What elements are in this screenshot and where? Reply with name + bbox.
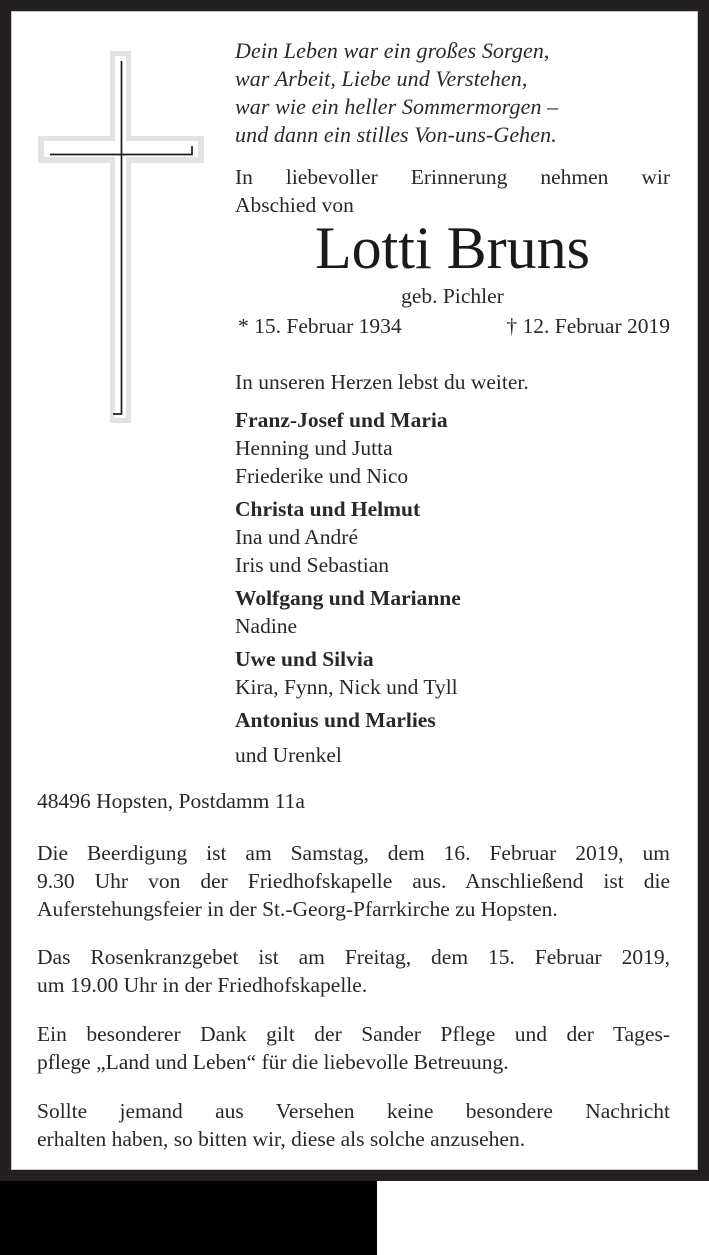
family-line: Uwe und Silvia (235, 647, 374, 671)
text-line: Abschied von (235, 193, 354, 217)
verse-line: war wie ein heller Sommermorgen – (235, 94, 559, 119)
text-line: Die Beerdigung ist am Samstag, dem 16. Februar 2019, um (37, 841, 670, 865)
rosary-info-paragraph (37, 943, 670, 999)
memorial-line: In unseren Herzen lebst du weiter. (235, 370, 529, 394)
family-line: Iris und Sebastian (235, 553, 390, 577)
family-line: Nadine (235, 614, 298, 638)
maiden-name: geb. Pichler (401, 284, 504, 308)
verse-line: war Arbeit, Liebe und Verstehen, (235, 66, 528, 91)
family-line: Henning und Jutta (235, 436, 393, 460)
text-line: Sollte jemand aus Versehen keine besondere Nachricht (37, 1099, 670, 1123)
family-line: Christa und Helmut (235, 497, 421, 521)
family-line: Friederike und Nico (235, 464, 409, 488)
family-line: Franz-Josef und Maria (235, 408, 448, 432)
family-line: und Urenkel (235, 743, 342, 767)
text-line: um 19.00 Uhr in der Friedhofskapelle. (37, 973, 368, 997)
family-list (235, 406, 461, 769)
family-line: Antonius und Marlies (235, 708, 436, 732)
text-line: pflege „Land und Leben“ für die liebevolle Betreuung. (37, 1050, 509, 1074)
life-dates (238, 312, 670, 340)
redaction-box (0, 1181, 377, 1255)
card-inner (11, 11, 698, 1170)
family-line: Ina und André (235, 525, 358, 549)
cross-icon (38, 51, 204, 423)
thanks-paragraph (37, 1020, 670, 1076)
text-line: In liebevoller Erinnerung nehmen wir (235, 165, 670, 189)
birth-date: * 15. Februar 1934 (238, 314, 402, 338)
verse-line: Dein Leben war ein großes Sorgen, (235, 38, 550, 63)
text-line: 9.30 Uhr von der Friedhofskapelle aus. Anschließend ist die (37, 869, 670, 893)
address-line: 48496 Hopsten, Postdamm 11a (37, 789, 305, 813)
death-date: † 12. Februar 2019 (506, 314, 670, 338)
text-line: erhalten haben, so bitten wir, diese als solche anzusehen. (37, 1127, 526, 1151)
text-line: Auferstehungsfeier in der St.-Georg-Pfarrkirche zu Hopsten. (37, 897, 558, 921)
bottom-strip (0, 1181, 709, 1255)
funeral-info-paragraph (37, 839, 670, 923)
notification-paragraph (37, 1097, 670, 1153)
family-line: Kira, Fynn, Nick und Tyll (235, 675, 458, 699)
family-line: Wolfgang und Marianne (235, 586, 461, 610)
memorial-verse (235, 37, 558, 149)
intro-text (235, 163, 670, 219)
text-line: Ein besonderer Dank gilt der Sander Pflege und der Tages- (37, 1022, 670, 1046)
deceased-name: Lotti Bruns (314, 215, 590, 281)
text-line: Das Rosenkranzgebet ist am Freitag, dem 15. Februar 2019, (37, 945, 670, 969)
verse-line: und dann ein stilles Von-uns-Gehen. (235, 122, 557, 147)
